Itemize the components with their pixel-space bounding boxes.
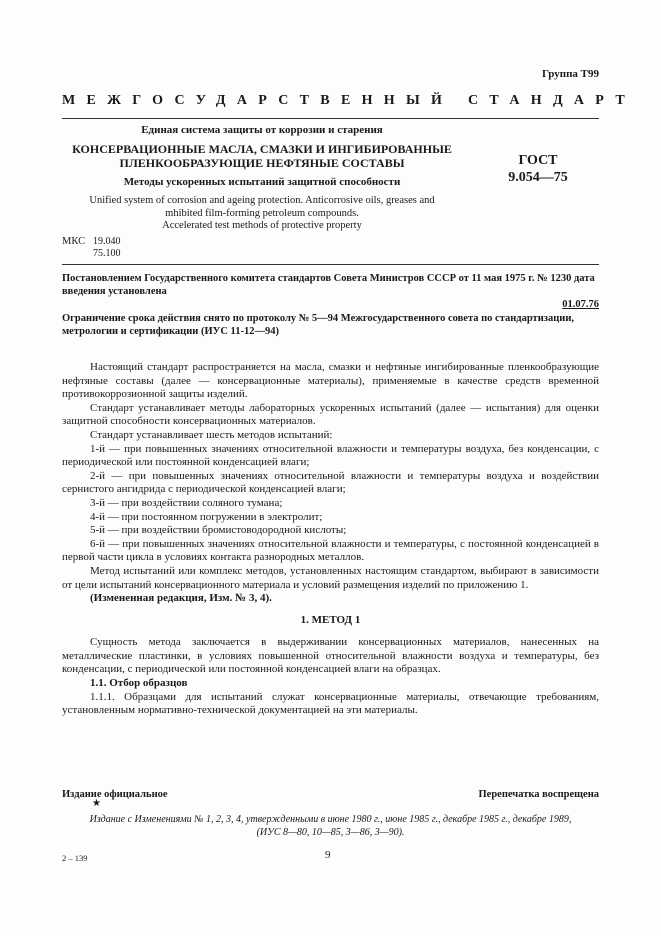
standard-banner: МЕЖГОСУДАРСТВЕННЫЙ СТАНДАРТ (62, 93, 636, 108)
mks-code: 19.040 (93, 236, 121, 247)
paragraph: Сущность метода заключается в выдерживании консервационных материалов, нанесенных на металлические пластинки, в условиях повышенной относительной влажности воздуха и температуры, без конденсации, с периодической или постоянной конденсацией влаги на образцах. (62, 636, 599, 676)
paragraph: Стандарт устанавливает методы лабораторных ускоренных испытаний (далее — испытания) для оценки защитной способности консервационных материалов. (62, 401, 599, 428)
amendment-note: (Измененная редакция, Изм. № 3, 4). (90, 592, 272, 605)
document-body (62, 361, 599, 718)
mks-label: МКС (62, 236, 86, 247)
method-item: 4-й — при постоянном погружении в электролит; (90, 510, 323, 523)
gost-label: ГОСТ (518, 153, 558, 168)
official-edition-label: Издание официальное (62, 789, 168, 800)
method-item: 3-й — при воздействии соляного тумана; (90, 496, 283, 509)
method-item: 1-й — при повышенных значениях относительной влажности и температуры воздуха, без конденсации, с периодической или постоянной конденсацией влаги; (62, 442, 599, 469)
gost-number: 9.054—75 (508, 170, 568, 185)
paragraph: Настоящий стандарт распространяется на масла, смазки и нефтяные ингибированные пленкообразующие нефтяные составы (далее — консервационные материалы), применяемые в качестве средств временной противокоррозионной защиты изделий. (62, 361, 599, 401)
header-divider (62, 118, 599, 119)
title-divider (62, 264, 599, 265)
mks-codes (93, 236, 121, 260)
paragraph: Стандарт устанавливает шесть методов испытаний: (90, 428, 333, 441)
english-line-1: Unified system of corrosion and ageing protection. Anticorrosive oils, greases and (89, 195, 435, 206)
spacer (62, 627, 599, 636)
restriction-note: Ограничение срока действия снято по протоколу № 5—94 Межгосударственного совета по стандартизации, метрологии и сертификации (ИУС 11-12—94) (62, 313, 575, 337)
method-item: 2-й — при повышенных значениях относительной влажности и температуры воздуха и воздействии сернистого ангидрида с периодической конденсацией влаги; (62, 469, 599, 496)
document-title (62, 142, 462, 170)
gost-designation (478, 152, 598, 186)
method-item: 5-й — при воздействии бромистоводородной кислоты; (90, 524, 347, 537)
english-line-3: Accelerated test methods of protective property (162, 220, 362, 231)
english-line-2: mhibited film-forming petroleum compounds. (165, 207, 359, 219)
method-item: 6-й — при повышенных значениях относительной влажности и температуры, с постоянной конденсацией в первой части цикла в условиях контакта разнородных металлов. (62, 537, 599, 564)
title-line-2: ПЛЕНКООБРАЗУЮЩИЕ НЕФТЯНЫЕ СОСТАВЫ (119, 156, 405, 170)
title-line-1: КОНСЕРВАЦИОННЫЕ МАСЛА, СМАЗКИ И ИНГИБИРОВАННЫЕ (72, 142, 452, 156)
document-subtitle: Методы ускоренных испытаний защитной способности (123, 176, 401, 188)
decree-text: Постановлением Государственного комитета стандартов Совета Министров СССР от 11 мая 1975 г. № 1230 дата введения установлена (62, 273, 595, 297)
paragraph: Метод испытаний или комплекс методов, установленных настоящим стандартом, выбирают в зависимости от цели испытаний консервационного материала и условий размещения изделий по приложению 1. (62, 564, 599, 591)
mks-code: 75.100 (93, 248, 121, 259)
subsection-heading: 1.1. Отбор образцов (90, 677, 188, 690)
reprint-notice: Перепечатка воспрещена (478, 789, 599, 800)
decree-date: 01.07.76 (562, 299, 599, 310)
page-number: 9 (325, 849, 331, 861)
paragraph: 1.1.1. Образцами для испытаний служат консервационные материалы, отвечающие требованиям, установленным нормативно-технической документацией на эти материалы. (62, 690, 599, 717)
section-heading: 1. МЕТОД 1 (300, 613, 361, 626)
print-code: 2 – 139 (62, 853, 88, 863)
english-title (62, 195, 462, 233)
series-title: Единая система защиты от коррозии и старения (141, 124, 383, 136)
edition-note (62, 813, 599, 839)
edition-line-2: (ИУС 8—80, 10—85, 3—86, 3—90). (256, 827, 405, 838)
group-code: Группа Т99 (541, 68, 599, 80)
spacer (62, 606, 599, 614)
edition-line-1: Издание с Изменениями № 1, 2, 3, 4, утвержденными в июне 1980 г., июне 1985 г., декабре 1985 г., декабре 1989, (89, 814, 572, 825)
star-icon: ★ (92, 798, 101, 809)
